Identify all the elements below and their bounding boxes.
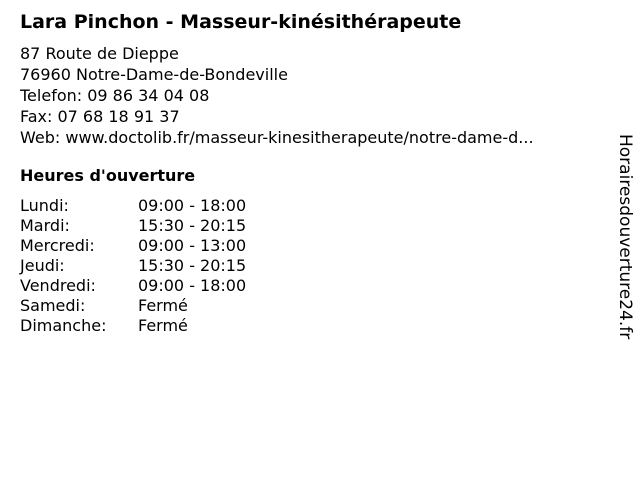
hours-day: Vendredi: [20, 276, 96, 295]
web-link[interactable]: Web: www.doctolib.fr/masseur-kinesitherapeute/notre-dame-d... [20, 128, 534, 147]
hours-day: Lundi: [20, 196, 69, 215]
hours-day: Jeudi: [20, 256, 65, 275]
hours-day: Mardi: [20, 216, 70, 235]
opening-hours-heading: Heures d'ouverture [20, 166, 196, 185]
hours-row [20, 216, 246, 236]
hours-row [20, 296, 246, 316]
hours-time: 15:30 - 20:15 [138, 216, 247, 235]
hours-time: 09:00 - 13:00 [138, 236, 247, 255]
hours-day: Mercredi: [20, 236, 95, 255]
hours-row [20, 276, 246, 296]
hours-day: Samedi: [20, 296, 86, 315]
fax-line: Fax: 07 68 18 91 37 [20, 107, 180, 126]
phone-line: Telefon: 09 86 34 04 08 [20, 86, 210, 105]
address-line-city: 76960 Notre-Dame-de-Bondeville [20, 65, 288, 84]
hours-time: 15:30 - 20:15 [138, 256, 247, 275]
business-title: Lara Pinchon - Masseur-kinésithérapeute [20, 11, 462, 33]
address-line-street: 87 Route de Dieppe [20, 44, 179, 63]
hours-day: Dimanche: [20, 316, 107, 335]
business-card [20, 9, 600, 336]
hours-time: 09:00 - 18:00 [138, 276, 247, 295]
site-brand-vertical: Horairesdouverture24.fr [615, 134, 635, 340]
hours-row [20, 256, 246, 276]
opening-hours-table [20, 196, 246, 336]
hours-row [20, 196, 246, 216]
hours-time: Fermé [138, 316, 188, 335]
hours-time: 09:00 - 18:00 [138, 196, 247, 215]
hours-row [20, 316, 246, 336]
hours-row [20, 236, 246, 256]
hours-time: Fermé [138, 296, 188, 315]
